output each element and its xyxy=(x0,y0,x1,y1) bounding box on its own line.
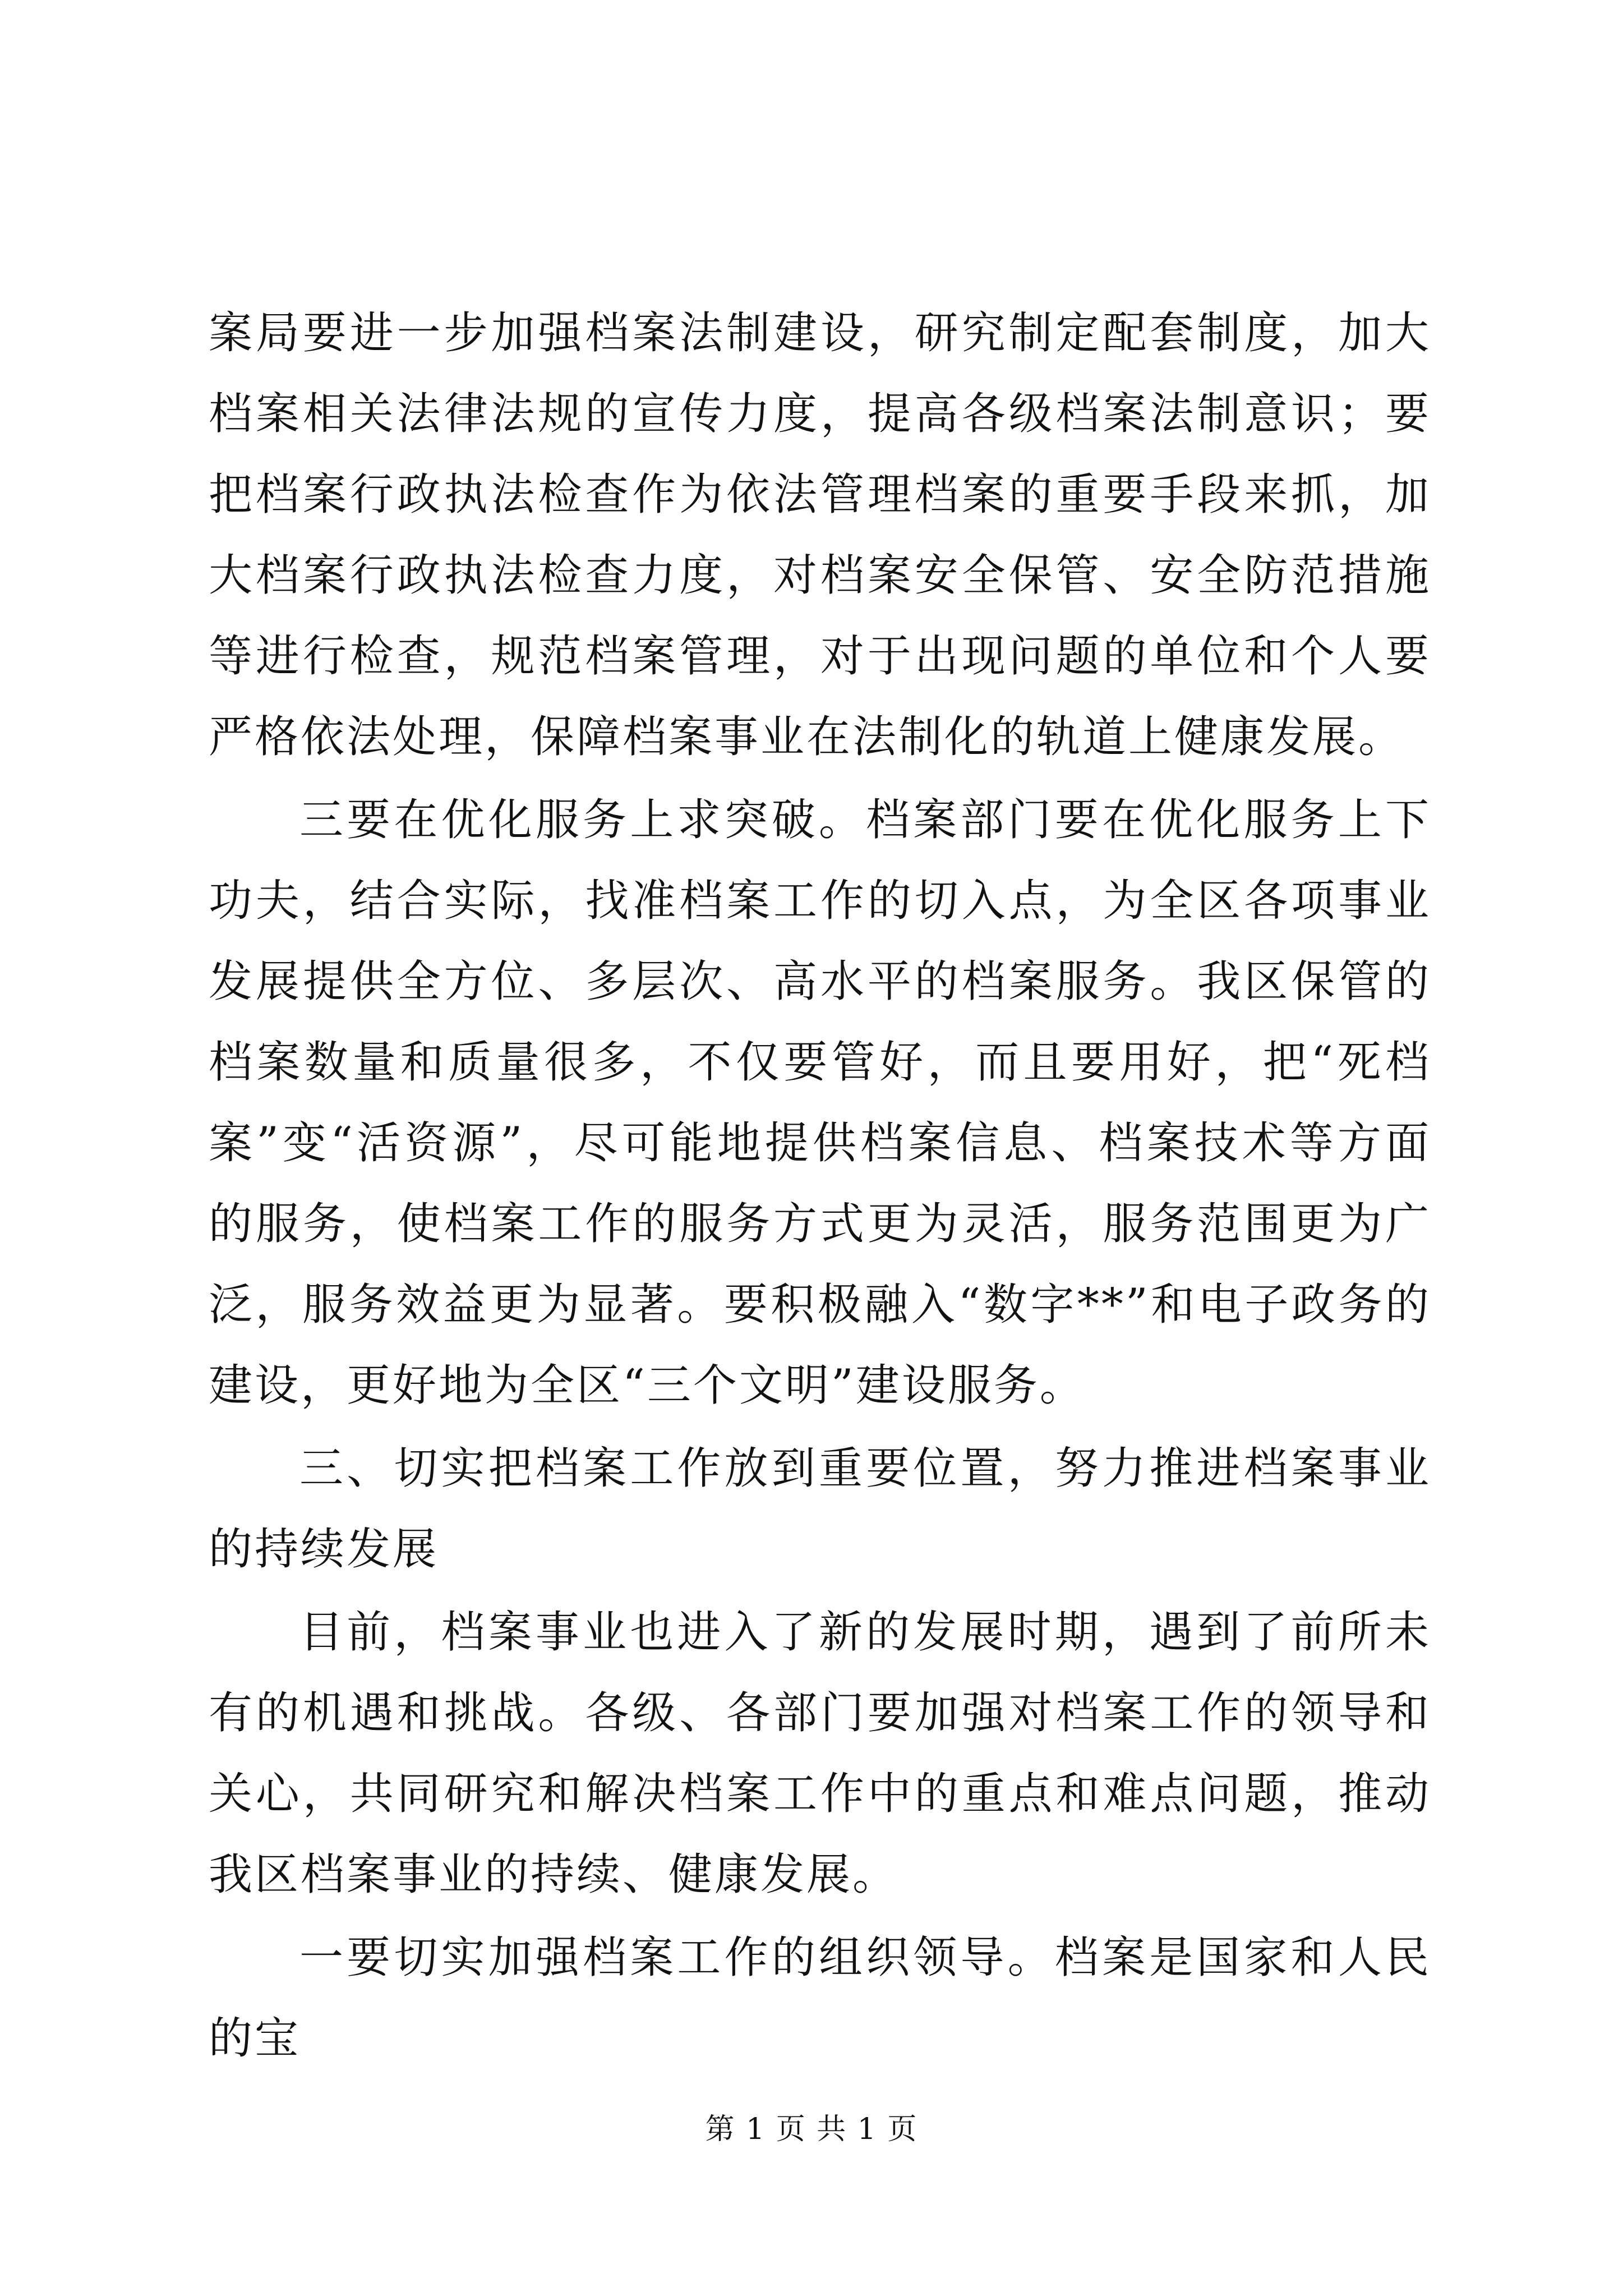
paragraph-2: 三要在优化服务上求突破。档案部门要在优化服务上下功夫，结合实际，找准档案工作的切入点，为全区各项事业发展提供全方位、多层次、高水平的档案服务。我区保管的档案数量和质量很多，不仅要管好，而且要用好，把“死档案”变“活资源”，尽可能地提供档案信息、档案技术等方面的服务，使档案工作的服务方式更为灵活，服务范围更为广泛，服务效益更为显著。要积极融入“数字**”和电子政务的建设，更好地为全区“三个文明”建设服务。 xyxy=(209,795,1431,1411)
paragraph-5: 一要切实加强档案工作的组织领导。档案是国家和人民的宝 xyxy=(209,1932,1431,2064)
paragraph-1: 案局要进一步加强档案法制建设，研究制定配套制度，加大档案相关法律法规的宣传力度，提高各级档案法制意识；要把档案行政执法检查作为依法管理档案的重要手段来抓，加大档案行政执法检查力度，对档案安全保管、安全防范措施等进行检查，规范档案管理，对于出现问题的单位和个人要严格依法处理，保障档案事业在法制化的轨道上健康发展。 xyxy=(209,308,1431,762)
paragraph-4: 目前，档案事业也进入了新的发展时期，遇到了前所未有的机遇和挑战。各级、各部门要加强对档案工作的领导和关心，共同研究和解决档案工作中的重点和难点问题，推动我区档案事业的持续、健康发展。 xyxy=(209,1607,1431,1900)
section-heading-3: 三、切实把档案工作放到重要位置，努力推进档案事业的持续发展 xyxy=(209,1443,1431,1575)
page-footer: 第 1 页 共 1 页 xyxy=(705,2113,918,2146)
document-body xyxy=(209,293,1431,2079)
